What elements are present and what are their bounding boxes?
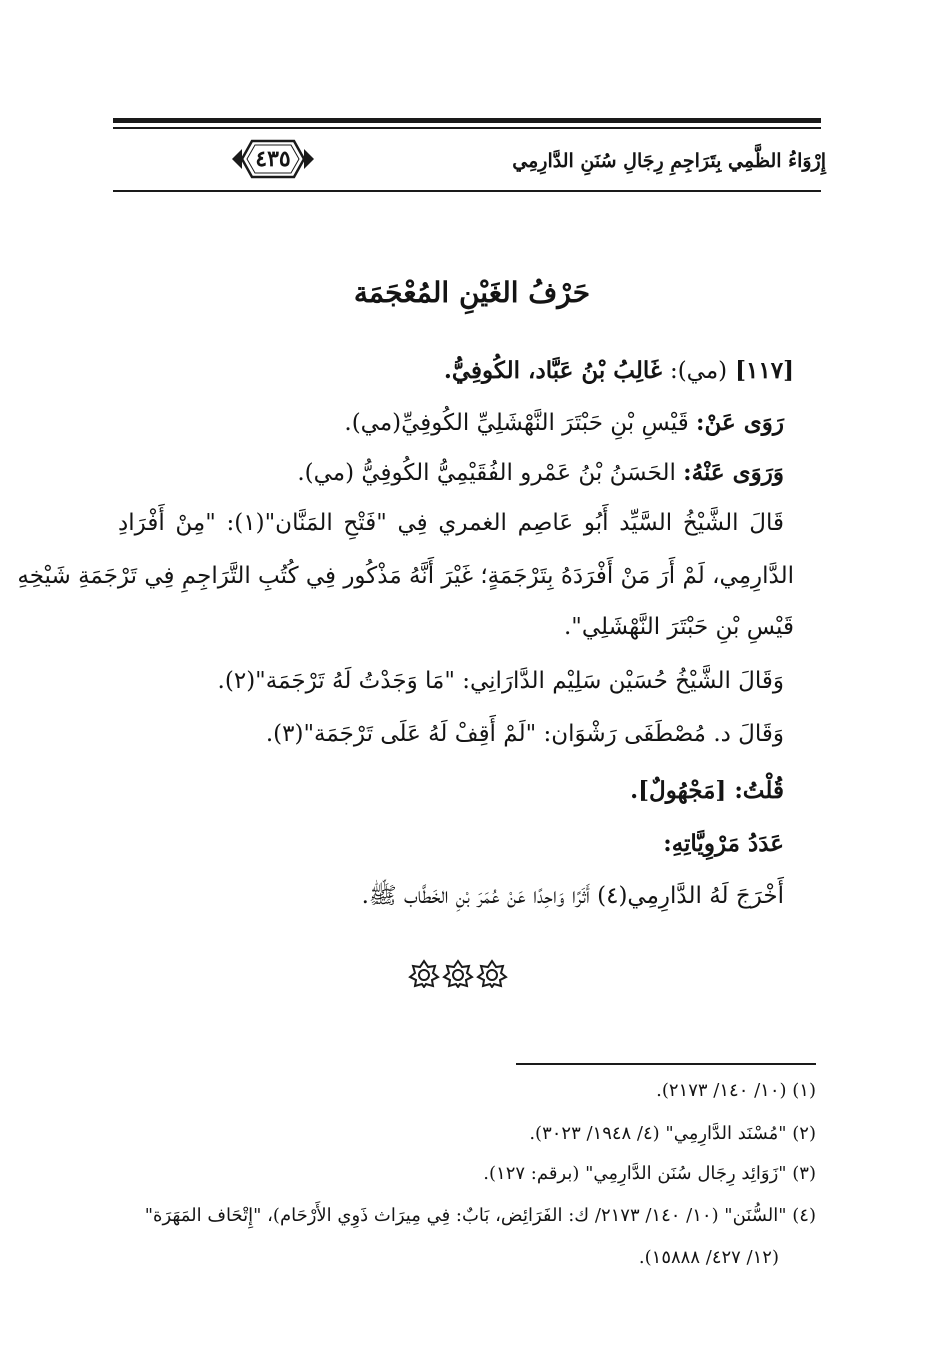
- narrated-by-label: وَرَوَى عَنْهُ:: [683, 459, 784, 486]
- quote1-line1: قَالَ الشَّيْخُ السَّيِّد أَبُو عَاصِم الغمري فِي "فَتْحِ المَنَّان"(١): "مِنْ أَفْرَادِ: [118, 510, 784, 536]
- narrated-by-line: [140, 459, 784, 488]
- footnote-2: (٢) "مُسْنَد الدَّارِمِي" (٤/ ١٩٤٨/ ٣٠٢٣).: [529, 1123, 816, 1144]
- verdict-line: [140, 777, 784, 805]
- count-text: أَخْرَجَ لَهُ الدَّارِمِي(٤) أَثَرًا وَاحِدًا عَنْ عُمَرَ بْنِ الخَطَّاب ﷺ.: [361, 883, 784, 909]
- quote3-line: وَقَالَ د. مُصْطَفَى رَشْوَان: "لَمْ أَقِفْ لَهُ عَلَى تَرْجَمَة"(٣).: [265, 721, 784, 747]
- narrated-by-text: الحَسَنُ بْنُ عَمْرو الفُقَيْمِيُّ الكُوفِيُّ (مي).: [297, 460, 676, 486]
- entry-siglum: (مي):: [669, 358, 728, 384]
- verdict-label: قُلْتُ:: [734, 777, 784, 804]
- footnote-separator: [516, 1063, 816, 1065]
- ornament-stars-icon: [407, 958, 509, 988]
- entry-line: [140, 357, 794, 386]
- page-number-badge: [228, 134, 318, 184]
- quote1-line2: الدَّارِمِي، لَمْ أَرَ مَنْ أَفْرَدَهُ بِتَرْجَمَةٍ؛ غَيْرَ أَنَّهُ مَذْكُور فِي كُتُبِ التَّرَاجِمِ فِي تَرْجَمَةِ شَيْخِهِ: [17, 563, 794, 589]
- footnote-4-continued: (١٢/ ٤٢٧/ ١٥٨٨٨).: [638, 1247, 779, 1268]
- section-heading: حَرْفُ الغَيْنِ المُعْجَمَة: [353, 276, 591, 309]
- quote1-line3: قَيْسِ بْنِ حَبْتَرَ النَّهْشَلِي".: [563, 614, 794, 640]
- header-rule-bottom: [113, 190, 821, 192]
- entry-name: غَالِبُ بْنُ عَبَّاد، الكُوفِيُّ.: [443, 357, 662, 384]
- count-heading: عَدَدُ مَرْوِيَّاتِهِ:: [663, 830, 784, 857]
- footnote-4: (٤) "السُّنَن" (١٠/ ١٤٠/ ٢١٧٣/ ك: الفَرَائِض، بَابٌ: فِي مِيرَاث ذَوِي الأَرْحَام)، "إِتْحَاف المَهَرَة": [144, 1205, 816, 1226]
- book-title: إِرْوَاءُ الظَّمِي بِتَرَاجِمِ رِجَالِ سُنَنِ الدَّارِمِي: [512, 150, 826, 172]
- narrated-from-text: قَيْسِ بْنِ حَبْتَرَ النَّهْشَلِيِّ الكُوفِيِّ(مي).: [344, 410, 689, 436]
- page-number: ٤٣٥: [255, 146, 291, 172]
- narrated-from-line: [140, 409, 784, 438]
- footnote-3: (٣) "زَوَائِد رِجَال سُنَن الدَّارِمِي" (برقم: ١٢٧).: [483, 1163, 816, 1184]
- header-rule-thin: [113, 127, 821, 129]
- quote2-line: وَقَالَ الشَّيْخُ حُسَيْن سَلِيْم الدَّارَانِي: "مَا وَجَدْتُ لَهُ تَرْجَمَة"(٢).: [217, 668, 784, 694]
- footnote-1: (١) (١٠/ ١٤٠/ ٢١٧٣).: [656, 1080, 816, 1101]
- verdict-text: [مَجْهُولٌ].: [630, 777, 727, 804]
- entry-number: [١١٧]: [735, 357, 794, 384]
- narrated-from-label: رَوَى عَنْ:: [696, 409, 784, 436]
- header-rule-thick: [113, 118, 821, 123]
